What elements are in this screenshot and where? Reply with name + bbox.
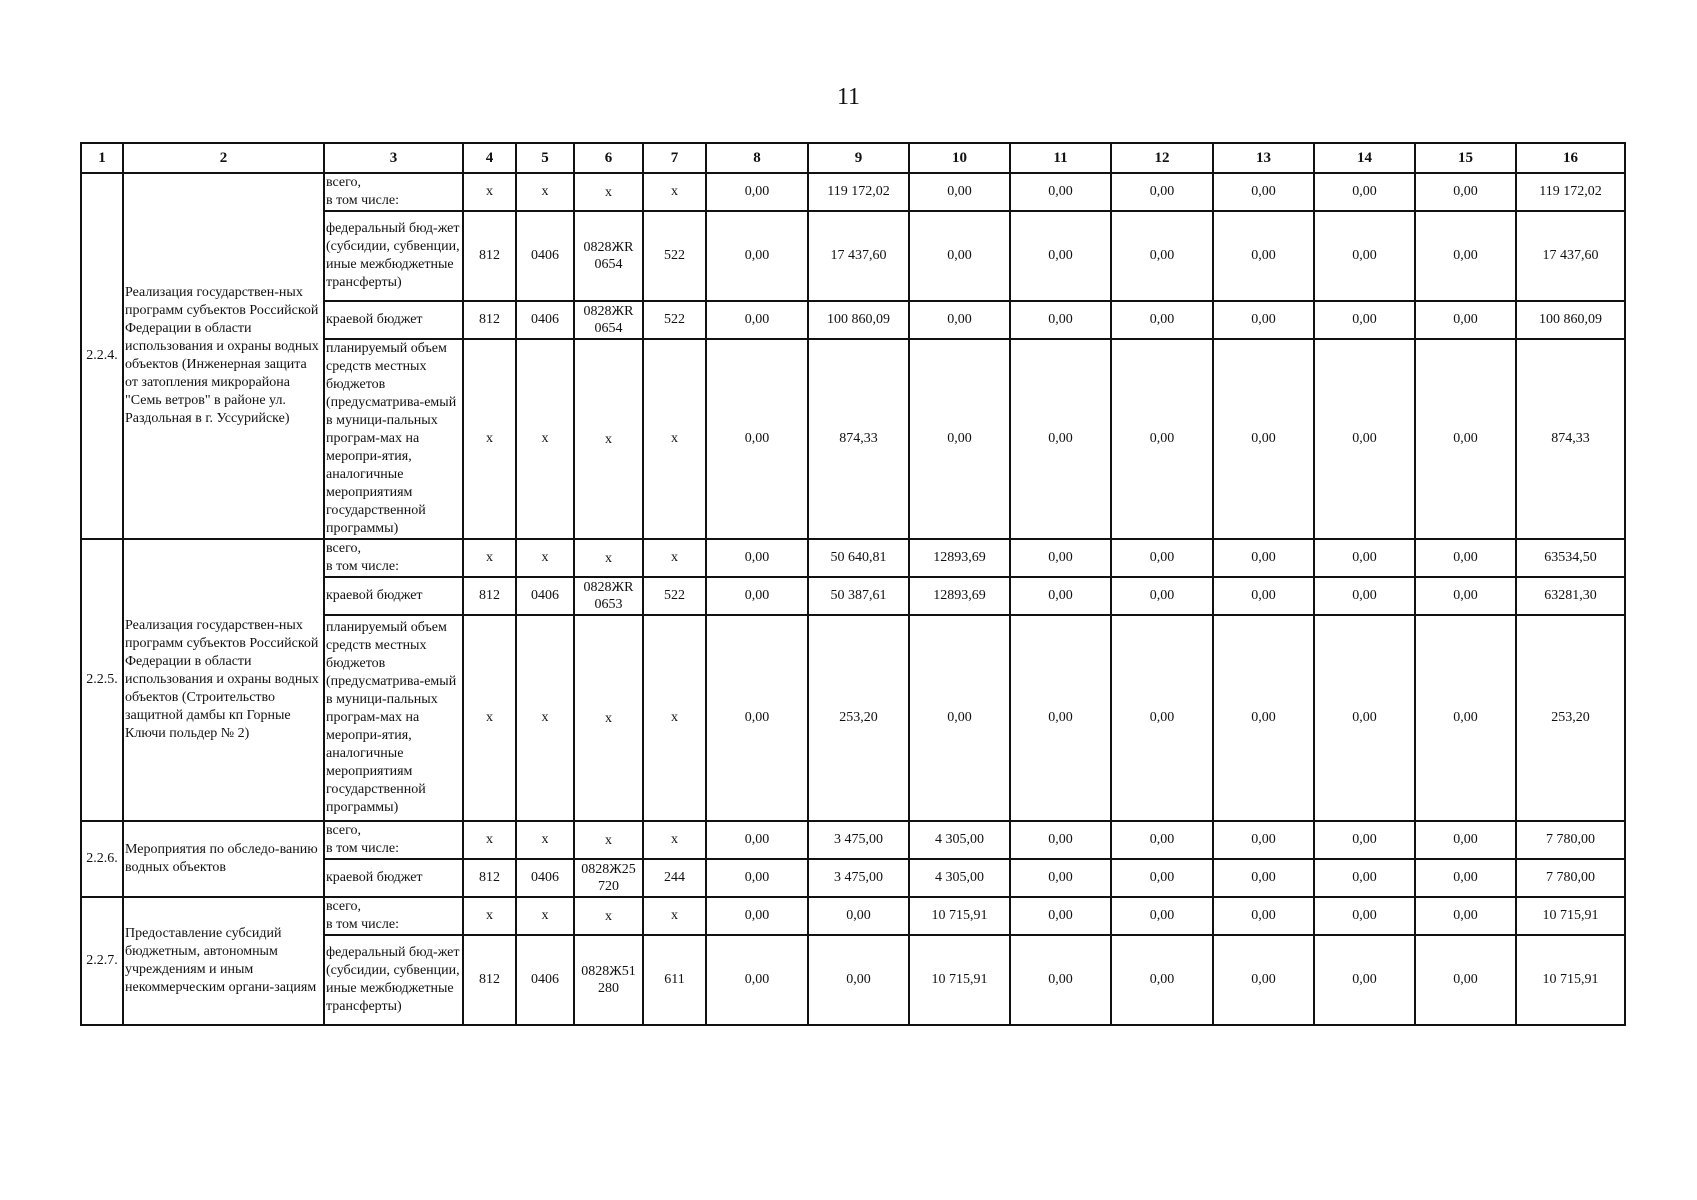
cell-col-4: 812 bbox=[463, 859, 516, 897]
cell-col-6: 0828Ж25 720 bbox=[574, 859, 643, 897]
cell-col-4: 812 bbox=[463, 211, 516, 301]
cell-col-7: x bbox=[643, 897, 706, 935]
cell-col-14: 0,00 bbox=[1314, 821, 1415, 859]
cell-col-10: 0,00 bbox=[909, 615, 1010, 821]
funding-source: федеральный бюд-жет (субсидии, субвенции, иные межбюджетные трансферты) bbox=[324, 935, 463, 1025]
cell-col-13: 0,00 bbox=[1213, 539, 1314, 577]
cell-col-7: 522 bbox=[643, 301, 706, 339]
cell-col-9: 874,33 bbox=[808, 339, 909, 539]
column-header-12: 12 bbox=[1111, 143, 1213, 173]
cell-col-13: 0,00 bbox=[1213, 859, 1314, 897]
cell-col-4: x bbox=[463, 539, 516, 577]
cell-col-6: x bbox=[574, 339, 643, 539]
cell-col-10: 0,00 bbox=[909, 301, 1010, 339]
cell-col-4: x bbox=[463, 897, 516, 935]
funding-source: всего, в том числе: bbox=[324, 897, 463, 935]
header-row bbox=[81, 143, 1625, 173]
cell-col-11: 0,00 bbox=[1010, 301, 1111, 339]
cell-col-12: 0,00 bbox=[1111, 615, 1213, 821]
funding-source: планируемый объем средств местных бюджетов (предусматрива-емый в муници-пальных програм-мах на меропри-ятия, аналогичные мероприятиям государственной программы) bbox=[324, 615, 463, 821]
cell-col-7: 611 bbox=[643, 935, 706, 1025]
cell-col-12: 0,00 bbox=[1111, 859, 1213, 897]
cell-col-15: 0,00 bbox=[1415, 539, 1516, 577]
cell-col-8: 0,00 bbox=[706, 173, 808, 211]
cell-col-7: x bbox=[643, 339, 706, 539]
column-header-10: 10 bbox=[909, 143, 1010, 173]
cell-col-9: 3 475,00 bbox=[808, 821, 909, 859]
cell-col-8: 0,00 bbox=[706, 577, 808, 615]
cell-col-11: 0,00 bbox=[1010, 821, 1111, 859]
cell-col-9: 253,20 bbox=[808, 615, 909, 821]
cell-col-13: 0,00 bbox=[1213, 897, 1314, 935]
cell-col-7: 522 bbox=[643, 577, 706, 615]
column-header-1: 1 bbox=[81, 143, 123, 173]
cell-col-10: 10 715,91 bbox=[909, 935, 1010, 1025]
cell-col-7: x bbox=[643, 821, 706, 859]
cell-col-11: 0,00 bbox=[1010, 615, 1111, 821]
cell-col-6: 0828ЖR 0654 bbox=[574, 211, 643, 301]
cell-col-5: 0406 bbox=[516, 577, 574, 615]
funding-source: краевой бюджет bbox=[324, 859, 463, 897]
cell-col-13: 0,00 bbox=[1213, 339, 1314, 539]
cell-col-15: 0,00 bbox=[1415, 859, 1516, 897]
funding-source: всего, в том числе: bbox=[324, 539, 463, 577]
cell-col-8: 0,00 bbox=[706, 339, 808, 539]
cell-col-6: 0828Ж51 280 bbox=[574, 935, 643, 1025]
cell-col-16: 253,20 bbox=[1516, 615, 1625, 821]
cell-col-12: 0,00 bbox=[1111, 301, 1213, 339]
cell-col-6: x bbox=[574, 615, 643, 821]
cell-col-9: 50 640,81 bbox=[808, 539, 909, 577]
cell-col-4: x bbox=[463, 339, 516, 539]
cell-col-10: 4 305,00 bbox=[909, 859, 1010, 897]
cell-col-15: 0,00 bbox=[1415, 935, 1516, 1025]
cell-col-11: 0,00 bbox=[1010, 173, 1111, 211]
cell-col-15: 0,00 bbox=[1415, 173, 1516, 211]
cell-col-6: x bbox=[574, 173, 643, 211]
cell-col-10: 0,00 bbox=[909, 173, 1010, 211]
cell-col-9: 100 860,09 bbox=[808, 301, 909, 339]
cell-col-5: x bbox=[516, 821, 574, 859]
funding-source: федеральный бюд-жет (субсидии, субвенции, иные межбюджетные трансферты) bbox=[324, 211, 463, 301]
item-name: Предоставление субсидий бюджетным, автономным учреждениям и иным некоммерческим органи-зациям bbox=[123, 897, 324, 1025]
cell-col-14: 0,00 bbox=[1314, 935, 1415, 1025]
column-header-15: 15 bbox=[1415, 143, 1516, 173]
cell-col-4: 812 bbox=[463, 935, 516, 1025]
column-header-16: 16 bbox=[1516, 143, 1625, 173]
cell-col-8: 0,00 bbox=[706, 539, 808, 577]
cell-col-10: 0,00 bbox=[909, 339, 1010, 539]
column-header-2: 2 bbox=[123, 143, 324, 173]
cell-col-14: 0,00 bbox=[1314, 859, 1415, 897]
cell-col-16: 119 172,02 bbox=[1516, 173, 1625, 211]
cell-col-5: 0406 bbox=[516, 211, 574, 301]
cell-col-9: 0,00 bbox=[808, 935, 909, 1025]
column-header-4: 4 bbox=[463, 143, 516, 173]
cell-col-6: 0828ЖR 0653 bbox=[574, 577, 643, 615]
cell-col-6: x bbox=[574, 539, 643, 577]
cell-col-8: 0,00 bbox=[706, 859, 808, 897]
column-header-6: 6 bbox=[574, 143, 643, 173]
funding-source: всего, в том числе: bbox=[324, 173, 463, 211]
item-number: 2.2.7. bbox=[81, 897, 123, 1025]
table-row bbox=[81, 897, 1625, 935]
item-name: Мероприятия по обследо-ванию водных объектов bbox=[123, 821, 324, 897]
cell-col-4: 812 bbox=[463, 577, 516, 615]
item-name: Реализация государствен-ных программ субъектов Российской Федерации в области использования и охраны водных объектов (Строительство защитной дамбы кп Горные Ключи польдер № 2) bbox=[123, 539, 324, 821]
cell-col-15: 0,00 bbox=[1415, 211, 1516, 301]
cell-col-15: 0,00 bbox=[1415, 577, 1516, 615]
cell-col-8: 0,00 bbox=[706, 615, 808, 821]
funding-source: краевой бюджет bbox=[324, 577, 463, 615]
column-header-7: 7 bbox=[643, 143, 706, 173]
cell-col-7: 522 bbox=[643, 211, 706, 301]
cell-col-4: x bbox=[463, 173, 516, 211]
cell-col-16: 63534,50 bbox=[1516, 539, 1625, 577]
cell-col-11: 0,00 bbox=[1010, 897, 1111, 935]
cell-col-15: 0,00 bbox=[1415, 301, 1516, 339]
cell-col-13: 0,00 bbox=[1213, 615, 1314, 821]
item-name: Реализация государствен-ных программ субъектов Российской Федерации в области использования и охраны водных объектов (Инженерная защита от затопления микрорайона "Семь ветров" в районе ул. Раздольная в г. Уссурийске) bbox=[123, 173, 324, 539]
cell-col-14: 0,00 bbox=[1314, 211, 1415, 301]
table-row bbox=[81, 173, 1625, 211]
cell-col-12: 0,00 bbox=[1111, 539, 1213, 577]
cell-col-7: x bbox=[643, 615, 706, 821]
cell-col-13: 0,00 bbox=[1213, 173, 1314, 211]
cell-col-12: 0,00 bbox=[1111, 577, 1213, 615]
cell-col-16: 7 780,00 bbox=[1516, 821, 1625, 859]
item-number: 2.2.5. bbox=[81, 539, 123, 821]
cell-col-10: 0,00 bbox=[909, 211, 1010, 301]
cell-col-15: 0,00 bbox=[1415, 615, 1516, 821]
budget-table bbox=[80, 142, 1626, 1026]
cell-col-11: 0,00 bbox=[1010, 859, 1111, 897]
cell-col-12: 0,00 bbox=[1111, 339, 1213, 539]
cell-col-4: x bbox=[463, 615, 516, 821]
cell-col-7: x bbox=[643, 173, 706, 211]
cell-col-12: 0,00 bbox=[1111, 821, 1213, 859]
table-body bbox=[81, 173, 1625, 1025]
cell-col-13: 0,00 bbox=[1213, 301, 1314, 339]
cell-col-12: 0,00 bbox=[1111, 897, 1213, 935]
cell-col-9: 119 172,02 bbox=[808, 173, 909, 211]
cell-col-8: 0,00 bbox=[706, 897, 808, 935]
cell-col-5: 0406 bbox=[516, 859, 574, 897]
column-header-11: 11 bbox=[1010, 143, 1111, 173]
cell-col-12: 0,00 bbox=[1111, 935, 1213, 1025]
cell-col-16: 63281,30 bbox=[1516, 577, 1625, 615]
cell-col-9: 0,00 bbox=[808, 897, 909, 935]
cell-col-11: 0,00 bbox=[1010, 935, 1111, 1025]
cell-col-14: 0,00 bbox=[1314, 577, 1415, 615]
table-row bbox=[81, 821, 1625, 859]
cell-col-10: 12893,69 bbox=[909, 577, 1010, 615]
column-header-8: 8 bbox=[706, 143, 808, 173]
cell-col-4: x bbox=[463, 821, 516, 859]
cell-col-15: 0,00 bbox=[1415, 821, 1516, 859]
cell-col-5: x bbox=[516, 539, 574, 577]
cell-col-7: 244 bbox=[643, 859, 706, 897]
cell-col-15: 0,00 bbox=[1415, 897, 1516, 935]
table-row bbox=[81, 539, 1625, 577]
item-number: 2.2.6. bbox=[81, 821, 123, 897]
cell-col-5: x bbox=[516, 615, 574, 821]
cell-col-9: 50 387,61 bbox=[808, 577, 909, 615]
cell-col-9: 17 437,60 bbox=[808, 211, 909, 301]
column-header-9: 9 bbox=[808, 143, 909, 173]
cell-col-11: 0,00 bbox=[1010, 339, 1111, 539]
funding-source: планируемый объем средств местных бюджетов (предусматрива-емый в муници-пальных програм-мах на меропри-ятия, аналогичные мероприятиям государственной программы) bbox=[324, 339, 463, 539]
cell-col-5: 0406 bbox=[516, 935, 574, 1025]
cell-col-4: 812 bbox=[463, 301, 516, 339]
cell-col-8: 0,00 bbox=[706, 821, 808, 859]
cell-col-6: 0828ЖR 0654 bbox=[574, 301, 643, 339]
cell-col-11: 0,00 bbox=[1010, 539, 1111, 577]
cell-col-12: 0,00 bbox=[1111, 211, 1213, 301]
cell-col-13: 0,00 bbox=[1213, 211, 1314, 301]
cell-col-16: 17 437,60 bbox=[1516, 211, 1625, 301]
item-number: 2.2.4. bbox=[81, 173, 123, 539]
cell-col-13: 0,00 bbox=[1213, 821, 1314, 859]
cell-col-14: 0,00 bbox=[1314, 897, 1415, 935]
cell-col-11: 0,00 bbox=[1010, 577, 1111, 615]
cell-col-14: 0,00 bbox=[1314, 339, 1415, 539]
cell-col-16: 100 860,09 bbox=[1516, 301, 1625, 339]
cell-col-5: x bbox=[516, 173, 574, 211]
cell-col-12: 0,00 bbox=[1111, 173, 1213, 211]
cell-col-16: 7 780,00 bbox=[1516, 859, 1625, 897]
cell-col-11: 0,00 bbox=[1010, 211, 1111, 301]
column-header-3: 3 bbox=[324, 143, 463, 173]
funding-source: краевой бюджет bbox=[324, 301, 463, 339]
column-header-14: 14 bbox=[1314, 143, 1415, 173]
column-header-13: 13 bbox=[1213, 143, 1314, 173]
cell-col-13: 0,00 bbox=[1213, 577, 1314, 615]
cell-col-14: 0,00 bbox=[1314, 301, 1415, 339]
cell-col-10: 12893,69 bbox=[909, 539, 1010, 577]
cell-col-14: 0,00 bbox=[1314, 539, 1415, 577]
cell-col-5: 0406 bbox=[516, 301, 574, 339]
cell-col-16: 874,33 bbox=[1516, 339, 1625, 539]
cell-col-7: x bbox=[643, 539, 706, 577]
cell-col-10: 10 715,91 bbox=[909, 897, 1010, 935]
cell-col-8: 0,00 bbox=[706, 301, 808, 339]
cell-col-6: x bbox=[574, 821, 643, 859]
cell-col-14: 0,00 bbox=[1314, 615, 1415, 821]
page-number: 11 bbox=[836, 84, 861, 110]
cell-col-6: x bbox=[574, 897, 643, 935]
cell-col-16: 10 715,91 bbox=[1516, 897, 1625, 935]
funding-source: всего, в том числе: bbox=[324, 821, 463, 859]
cell-col-8: 0,00 bbox=[706, 211, 808, 301]
cell-col-16: 10 715,91 bbox=[1516, 935, 1625, 1025]
column-header-5: 5 bbox=[516, 143, 574, 173]
cell-col-14: 0,00 bbox=[1314, 173, 1415, 211]
cell-col-5: x bbox=[516, 339, 574, 539]
cell-col-5: x bbox=[516, 897, 574, 935]
cell-col-10: 4 305,00 bbox=[909, 821, 1010, 859]
cell-col-8: 0,00 bbox=[706, 935, 808, 1025]
cell-col-15: 0,00 bbox=[1415, 339, 1516, 539]
cell-col-13: 0,00 bbox=[1213, 935, 1314, 1025]
cell-col-9: 3 475,00 bbox=[808, 859, 909, 897]
